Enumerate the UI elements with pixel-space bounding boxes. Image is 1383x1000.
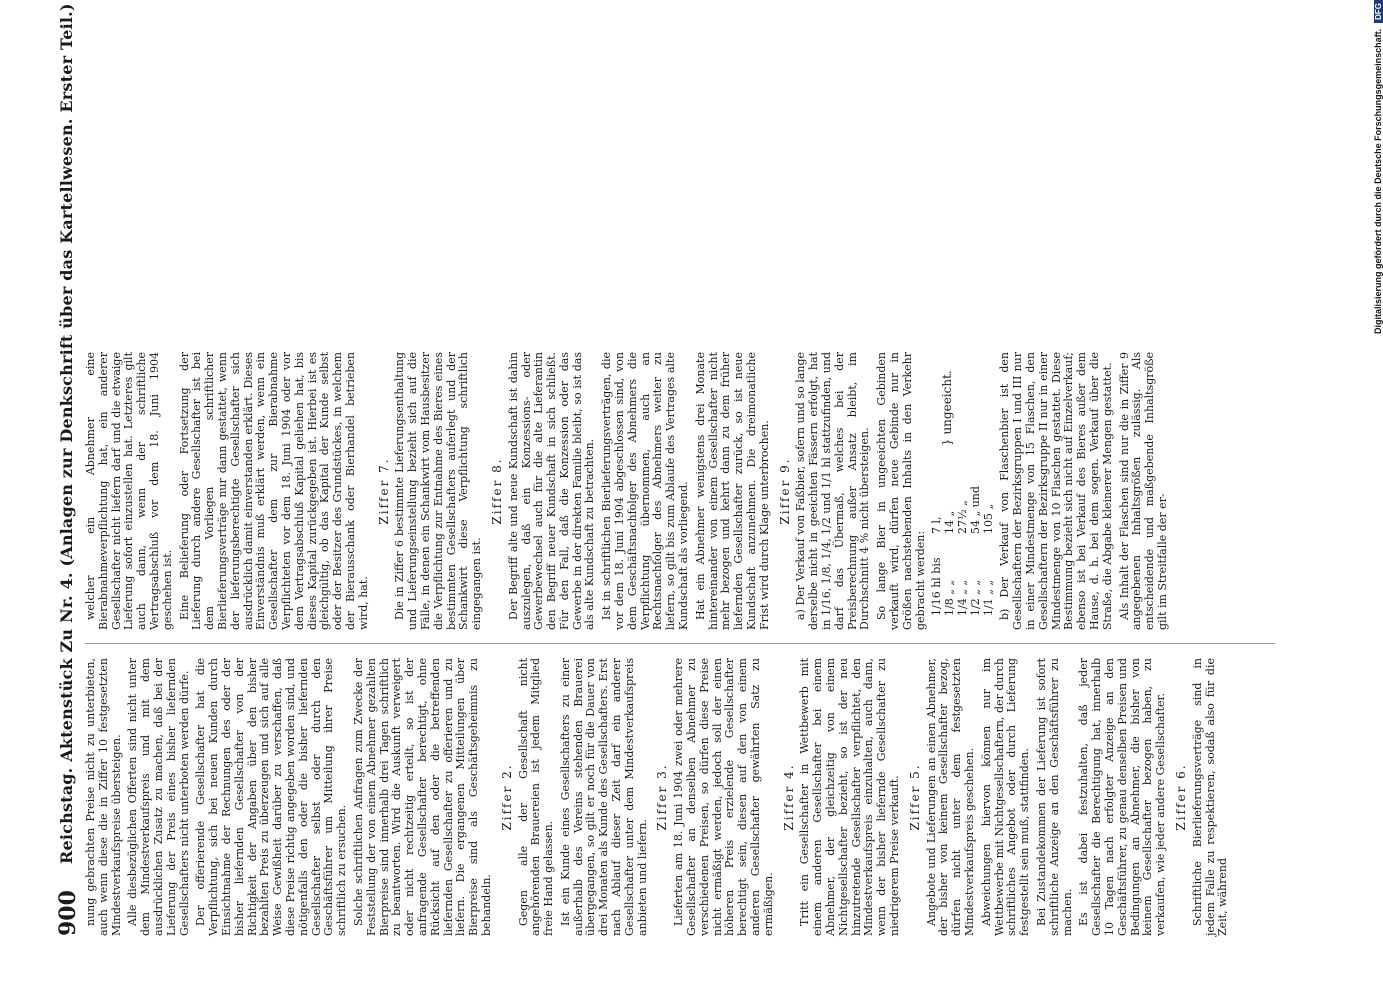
size-table-cell: 54 „ und xyxy=(968,486,982,534)
size-table-cell: 14 „ xyxy=(943,510,957,534)
size-table-cell: 1/1 „ „ xyxy=(981,579,995,616)
size-table-row xyxy=(970,352,983,616)
paragraph: Tritt ein Gesellschafter in Wettbewerb mit einem anderen Gesellschafter bei einem Abnehmer, der gleichzeitig von einem Nichtgesellschafter bezieht, so ist der neu hinzutretende Gesellschafter verpflichtet, den Mindestverkaufspreis einzuhalten, auch dann, wenn der bisher liefernde Gesellschafter zu niedrigerem Preise verkauft. xyxy=(798,658,902,936)
paragraph: Als Inhalt der Flaschen sind nur die in Ziffer 9 angegebenen Inhaltsgrößen zulässig. Als entscheidende und maßgebende Inhaltsgröße gilt im Streitfalle der er- xyxy=(1117,352,1169,630)
dfg-logo: DFG xyxy=(1374,0,1383,23)
column-divider xyxy=(85,643,1275,644)
paragraph: Der Begriff alte und neue Kundschaft ist dahin auszulegen, daß ein Konzessions- oder Gewerbewechsel auch für die alte Lieferantin den Begriff neuer Kundschaft in sich schließt. Für den Fall, daß die Konzession oder das Gewerbe in der direkten Familie bleibt, so ist das als alte Kundschaft zu betrachten. xyxy=(506,352,597,630)
section-heading: Ziffer 7. xyxy=(376,457,391,525)
paragraph: Ist in schriftlichen Bierlieferungsverträgen, die vor dem 18. Juni 1904 abgeschlossen sind, von dem Geschäftsnachfolger des Abnehmers die Verpflichtung übernommen, auch an Rechtsnachfolger des Abnehmers weiter zu liefern, so gilt bis zum Ablaufe des Vertrages alte Kundschaft als vorliegend. xyxy=(600,352,691,630)
size-table-cell: 1/4 „ „ xyxy=(956,579,969,616)
paragraph: Bei Zustandekommen der Lieferung ist sofort schriftliche Anzeige an den Geschäftsführer zu machen. xyxy=(1034,658,1074,936)
section-heading: Ziffer 8. xyxy=(489,457,504,525)
section-heading: Ziffer 9. xyxy=(777,457,792,525)
section-heading: Ziffer 6. xyxy=(1173,763,1188,831)
paragraph: a) Der Verkauf von Faßbier, sofern und so lange derselbe nicht in geeichten Fässern erfolgt, hat in 1/16, 1/8, 1/4, 1/2 und 1/1 hl stattzufinden, und darf das Übermaß, welches bei der Preisberechnung außer Ansatz bleibt, im Durchschnitt 4 % nicht übersteigen. xyxy=(794,352,872,630)
page-number: 900 xyxy=(55,890,81,936)
digitization-credit: Digitalisierung gefördert durch die Deutsche Forschungsgemeinschaft. xyxy=(1373,28,1383,334)
paragraph: Lieferten am 18. Juni 1904 zwei oder mehrere Gesellschafter an denselben Abnehmer zu verschiedenen Preisen, so dürfen diese Preise nicht ermäßigt werden, jedoch soll der einen höheren Preis erzielende Gesellschafter berechtigt sein, diesen auf den von einem anderen Gesellschafter gewährten Satz zu ermäßigen. xyxy=(672,658,775,936)
size-table-cell: 7 l, xyxy=(930,516,944,534)
size-table xyxy=(931,352,995,616)
section-heading: Ziffer 3. xyxy=(655,763,670,831)
section-heading: Ziffer 4. xyxy=(781,763,796,831)
paragraph: welcher ein Abnehmer eine Bierabnahmeverpflichtung hat, ein anderer Gesellschafter nicht liefern darf und die etwaige Lieferung sofort einzustellen hat. Letzteres gilt auch dann, wenn der schriftliche Vertragsabschluß vor dem 18. Juni 1904 geschehen ist. xyxy=(84,352,174,630)
paragraph: Schriftliche Bierlieferungsverträge sind in jedem Falle zu respektieren, sodaß also für die Zeit, während xyxy=(1190,658,1230,936)
paragraph: Angebote und Lieferungen an einen Abnehmer, der bisher von keinem Gesellschafter bezog, dürfen nicht unter dem festgesetzten Mindestverkaufspreis geschehen. xyxy=(924,658,976,936)
size-table-cell: 1/16 hl bis xyxy=(930,557,944,616)
text-column-right xyxy=(85,352,1174,630)
size-table-cell: 1/2 „ „ xyxy=(968,579,982,616)
paragraph: So lange Bier in ungeeichten Gebinden verkauft wird, dürfen neue Gebinde nur in Größen nachstehenden Inhalts in den Verkehr gebracht werden: xyxy=(875,352,927,630)
size-table-note: } ungeeicht. xyxy=(940,370,955,446)
paragraph: Alle diesbezüglichen Offerten sind nicht unter dem Mindestverkaufspreis und mit dem ausdrücklichen Zusatz zu machen, daß bei der Lieferung der Preis eines bisher liefernden Gesellschafters nicht unterboten werden dürfe. xyxy=(126,658,191,936)
paragraph: Eine Belieferung oder Fortsetzung der Lieferung durch andere Gesellschafter ist bei dem Vorliegen schriftlicher Bierlieferungsverträge nur dann gestattet, wenn der lieferungsberechtigte Gesellschafter sich ausdrücklich damit einverstanden erklärt. Dieses Einverständnis muß erklärt werden, wenn ein Gesellschafter dem zur Bierabnahme Verpflichteten vor dem 18. Juni 1904 oder vor dem Vertragsabschluß Kapital geliehen hat, bis dieses Kapital zurückgegeben ist. Hierbei ist es gleichgültig, ob das Kapital der Kunde selbst oder der Besitzer des Grundstückes, in welchem der Bierausschank oder Bierhandel betrieben wird, hat. xyxy=(177,352,370,630)
size-table-row xyxy=(957,352,970,616)
section-heading: Ziffer 5. xyxy=(907,763,922,831)
sidebar-credit xyxy=(1373,0,1383,984)
paragraph: Gegen alle der Gesellschaft nicht angehörenden Brauereien ist jedem Mitglied freie Hand gelassen. xyxy=(516,658,556,936)
paragraph: Hat ein Abnehmer wenigstens drei Monate hintereinander von einem Gesellschafter nicht mehr bezogen und kehrt dann zu dem früher liefernden Gesellschafter zurück, so ist neue Kundschaft anzunehmen. Die dreimonatliche Frist wird durch Klage unterbrochen. xyxy=(693,352,771,630)
text-column-left xyxy=(85,658,1234,936)
paragraph: Ist ein Kunde eines Gesellschafters zu einer außerhalb des Vereins stehenden Brauerei übergegangen, so gilt er noch für die Dauer von drei Monaten als Kunde des Gesellschafters. Erst nach Ablauf dieser Zeit darf ein anderer Gesellschafter unter dem Mindestverkaufspreis anbieten und liefern. xyxy=(558,658,649,936)
size-table-cell: 105 „ xyxy=(981,503,995,534)
paragraph: Abweichungen hiervon können nur im Wettbewerbe mit Nichtgesellschaftern, der durch schriftliches Angebot oder durch Lieferung festgestellt sein muß, stattfinden. xyxy=(979,658,1032,936)
page-header xyxy=(55,3,81,936)
size-table-cell: 27½ „ xyxy=(956,500,969,534)
paragraph: nung gebrachten Preise nicht zu unterbieten, auch wenn diese die in Ziffer 10 festgesetzten Mindestverkaufspreise übersteigen. xyxy=(84,658,123,936)
paragraph: Der offerierende Gesellschafter hat die Verpflichtung, sich bei neuen Kunden durch Einsichtnahme der Rechnungen des oder der bisher liefernden Gesellschafter von der Richtigkeit der Angaben über den bisher bezahlten Preis zu überzeugen und sich auf alle Weise Gewißheit darüber zu verschaffen, daß diese Preise richtig angegeben worden sind, und nötigenfalls den oder die bisher liefernden Gesellschafter selbst oder durch den Geschäftsführer um Mitteilung ihrer Preise schriftlich zu ersuchen. xyxy=(194,658,349,936)
paragraph: Es ist dabei festzuhalten, daß jeder Gesellschafter die Berechtigung hat, innerhalb 10 Tagen nach erfolgter Anzeige an den Geschäftsführer, zu genau denselben Preisen und Bedingungen an Abnehmer, die bisher von keinem Gesellschafter bezogen haben, zu verkaufen, wie jeder andere Gesellschafter. xyxy=(1077,658,1168,936)
size-table-cell: 1/8 „ „ xyxy=(943,579,957,616)
paragraph: Die in Ziffer 6 bestimmte Lieferungsenthaltung und Lieferungseinstellung bezieht sich auf die Fälle, in denen ein Schankwirt vom Hausbesitzer die Verpflichtung zur Entnahme des Bieres eines bestimmten Gesellschafters auferlegt und der Schankwirt diese Verpflichtung schriftlich eingegangen ist. xyxy=(393,352,484,630)
running-title: Reichstag. Aktenstück Zu Nr. 4. (Anlagen zur Denkschrift über das Kartellwesen. Erster Teil.) xyxy=(57,3,76,864)
size-table-row xyxy=(983,352,996,616)
paragraph: Solche schriftlichen Anfragen zum Zwecke der Feststellung der von einem Abnehmer gezahlten Bierpreise sind innerhalb drei Tagen schriftlich zu beantworten. Wird die Auskunft verweigert oder nicht rechtzeitig erteilt, so ist der anfragende Gesellschafter berechtigt, ohne Rücksicht auf den oder die betreffenden liefernden Gesellschafter zu offerieren und zu liefern. Die ergangenen Mitteilungen über Bierpreise sind als Geschäftsgeheimnis zu behandeln. xyxy=(351,658,493,936)
section-heading: Ziffer 2. xyxy=(499,763,514,831)
paragraph: b) Der Verkauf von Flaschenbier ist den Gesellschaftern der Bezirksgruppen I und III nur in einer Mindestmenge von 15 Flaschen, den Gesellschaftern der Bezirksgruppe II nur in einer Mindestmenge von 10 Flaschen gestattet. Diese Bestimmung bezieht sich nicht auf Einzelverkauf; ebenso ist bei Verkauf des Bieres außer dem Hause, d. h. bei dem sogen. Verkauf über die Straße, die Abgabe kleinerer Mengen gestattet. xyxy=(998,352,1114,630)
